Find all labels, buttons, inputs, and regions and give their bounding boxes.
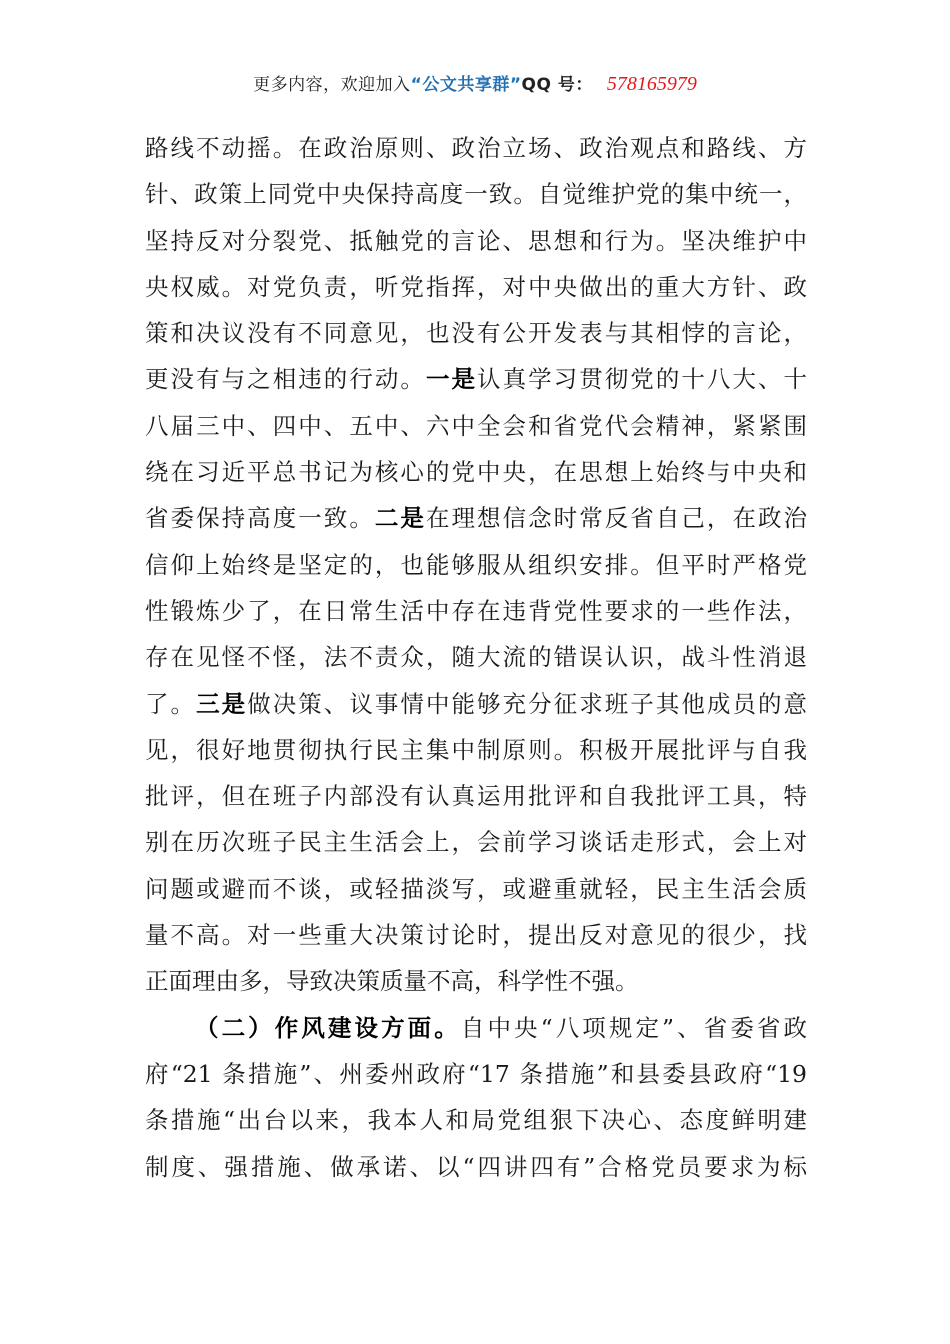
text-line bbox=[145, 1144, 807, 1190]
watermark-header bbox=[0, 70, 950, 99]
text-segment: 了。 bbox=[145, 689, 197, 718]
text-segment: 做决策、议事情中能够充分征求班子其他成员的意 bbox=[247, 689, 808, 718]
header-prefix: 更多内容，欢迎加入 bbox=[253, 75, 411, 95]
text-segment: 坚持反对分裂党、抵触党的言论、思想和行为。坚决维护中 bbox=[145, 226, 807, 255]
text-segment: 量不高。对一些重大决策讨论时，提出反对意见的很少，找 bbox=[145, 921, 807, 950]
text-line bbox=[145, 819, 807, 865]
bold-text-segment: 二是 bbox=[374, 504, 426, 533]
text-line bbox=[145, 310, 807, 356]
text-segment: 针、政策上同党中央保持高度一致。自觉维护党的集中统一， bbox=[145, 180, 807, 209]
text-line bbox=[145, 356, 807, 402]
text-segment: 八届三中、四中、五中、六中全会和省党代会精神，紧紧围 bbox=[145, 411, 807, 440]
group-name: “公文共享群” bbox=[410, 75, 522, 95]
text-segment: 见，很好地贯彻执行民主集中制原则。积极开展批评与自我 bbox=[145, 735, 807, 764]
text-line bbox=[145, 542, 807, 588]
text-line bbox=[145, 171, 807, 217]
text-line bbox=[145, 495, 807, 541]
text-segment: 信仰上始终是坚定的，也能够服从组织安排。但平时严格党 bbox=[145, 550, 807, 579]
text-segment: 批评，但在班子内部没有认真运用批评和自我批评工具，特 bbox=[145, 782, 807, 811]
text-line bbox=[145, 681, 807, 727]
text-segment: 别在历次班子民主生活会上，会前学习谈话走形式，会上对 bbox=[145, 828, 807, 857]
text-segment: 存在见怪不怪，法不责众，随大流的错误认识，战斗性消退 bbox=[145, 643, 807, 672]
bold-text-segment: （二）作风建设方面。 bbox=[195, 1013, 461, 1042]
text-segment: 策和决议没有不同意见，也没有公开发表与其相悖的言论， bbox=[145, 319, 807, 348]
text-line bbox=[145, 218, 807, 264]
text-line bbox=[145, 958, 807, 1004]
document-body bbox=[145, 125, 807, 1190]
bold-text-segment: 一是 bbox=[425, 365, 478, 394]
text-line bbox=[145, 403, 807, 449]
text-line bbox=[145, 773, 807, 819]
text-line bbox=[145, 727, 807, 773]
text-segment: 问题或避而不谈，或轻描淡写，或避重就轻，民主生活会质 bbox=[145, 874, 807, 903]
text-segment: 更没有与之相违的行动。 bbox=[145, 365, 426, 394]
text-line bbox=[145, 264, 807, 310]
qq-label: QQ 号： bbox=[521, 75, 593, 95]
text-line bbox=[145, 1005, 807, 1051]
text-line bbox=[145, 125, 807, 171]
text-line bbox=[145, 588, 807, 634]
text-segment: 府“21 条措施”、州委州政府“17 条措施”和县委县政府“19 bbox=[145, 1059, 807, 1088]
text-line bbox=[145, 1051, 807, 1097]
text-segment: 认真学习贯彻党的十八大、十 bbox=[477, 365, 808, 394]
text-line bbox=[145, 866, 807, 912]
text-line bbox=[145, 634, 807, 680]
bold-text-segment: 三是 bbox=[196, 689, 248, 718]
text-segment: 性锻炼少了，在日常生活中存在违背党性要求的一些作法， bbox=[145, 596, 807, 625]
text-segment: 绕在习近平总书记为核心的党中央，在思想上始终与中央和 bbox=[145, 458, 807, 487]
text-line bbox=[145, 1097, 807, 1143]
text-segment: 自中央“八项规定”、省委省政 bbox=[460, 1013, 807, 1042]
text-segment: 制度、强措施、做承诺、以“四讲四有”合格党员要求为标 bbox=[145, 1152, 807, 1181]
qq-number: 578165979 bbox=[606, 73, 697, 95]
text-segment: 省委保持高度一致。 bbox=[145, 504, 375, 533]
text-segment: 央权威。对党负责，听党指挥，对中央做出的重大方针、政 bbox=[145, 272, 807, 301]
text-segment: 正面理由多，导致决策质量不高，科学性不强。 bbox=[145, 967, 639, 996]
text-segment: 在理想信念时常反省自己，在政治 bbox=[425, 504, 808, 533]
text-segment: 条措施“出台以来，我本人和局党组狠下决心、态度鲜明建 bbox=[145, 1106, 807, 1135]
text-segment: 路线不动摇。在政治原则、政治立场、政治观点和路线、方 bbox=[145, 134, 807, 162]
text-line bbox=[145, 912, 807, 958]
text-line bbox=[145, 449, 807, 495]
